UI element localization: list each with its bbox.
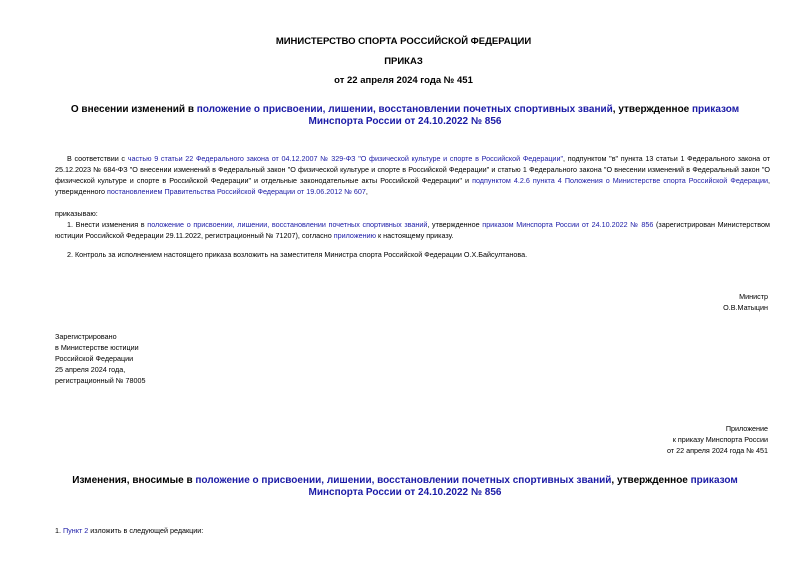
preamble-text-1: В соответствии с: [67, 154, 128, 163]
appendix-reference: [540, 423, 768, 456]
change-1-link-point-2[interactable]: Пункт 2: [63, 526, 89, 535]
preamble-text-4: , утвержденного: [55, 176, 770, 196]
appendix-title-prefix: Изменения, вносимые в: [72, 475, 196, 486]
item-1-text-1: 1. Внести изменения в: [67, 220, 148, 229]
change-1-text-2: изложить в следующей редакции:: [88, 526, 204, 535]
preamble-link-resolution-607[interactable]: постановлением Правительства Российской Федерации от 19.06.2012 № 607: [107, 187, 366, 196]
preamble-paragraph: [55, 153, 770, 197]
item-1-text-3: (зарегистрирован Министерством юстиции Российской Федерации 29.11.2022, регистрационный № 71207), согласно: [55, 220, 770, 240]
signature-position: Министр: [739, 292, 768, 301]
signature-name: О.В.Матыцин: [723, 303, 768, 312]
registration-line-2: в Министерстве юстиции: [55, 343, 139, 352]
appendix-title: [55, 475, 755, 499]
appendix-line-2: к приказу Минспорта России: [672, 435, 768, 444]
title-middle: , утвержденное: [612, 104, 693, 115]
document-title: [55, 104, 755, 128]
preamble-link-law-329[interactable]: частью 9 статьи 22 Федерального закона от 04.12.2007 № 329-ФЗ "О физической культуре и спорте в Российской Федерации": [127, 154, 564, 163]
appendix-line-3: от 22 апреля 2024 года № 451: [666, 446, 768, 455]
registration-line-4: 25 апреля 2024 года,: [55, 365, 126, 374]
orders-word: приказываю:: [55, 209, 98, 218]
item-1-paragraph: [55, 219, 770, 241]
preamble-text-3: и: [461, 176, 473, 185]
ministry-name: МИНИСТЕРСТВО СПОРТА РОССИЙСКОЙ ФЕДЕРАЦИИ: [275, 36, 532, 47]
appendix-title-link-regulation[interactable]: положение о присвоении, лишении, восстановлении почетных спортивных званий: [195, 475, 612, 486]
registration-line-1: Зарегистрировано: [55, 332, 117, 341]
preamble-link-ministry-regulation[interactable]: подпунктом 4.2.6 пункта 4 Положения о Министерстве спорта Российской Федерации: [472, 176, 768, 185]
appendix-title-middle: , утвержденное: [611, 475, 691, 486]
signature-block: [570, 291, 768, 313]
item-1-link-regulation[interactable]: положение о присвоении, лишении, восстановлении почетных спортивных званий: [147, 220, 428, 229]
change-1-paragraph: [55, 525, 203, 536]
change-1-text-1: 1.: [55, 526, 63, 535]
registration-block: [55, 331, 145, 386]
preamble-text-2: , подпунктом "в" пункта 13 статьи 1 Федерального закона от 25.12.2023 № 684-ФЗ "О внесении изменений в Федеральный закон "О физической культуре и спорте в Российской Федерации" и статью 1 Федерального закона "О внесении изменений в Федеральный закон "О физической культуре и спорте в Российской Федерации" и отдельные законодательные акты Российской Федерации": [55, 154, 771, 185]
item-2-paragraph: 2. Контроль за исполнением настоящего приказа возложить на заместителя Министра спорта Российской Федерации О.Х.Байсултанова.: [67, 250, 528, 259]
item-1-text-2: , утвержденное: [427, 220, 483, 229]
document-date-number: от 22 апреля 2024 года № 451: [334, 75, 473, 86]
item-1-text-4: к настоящему приказу.: [376, 231, 454, 240]
appendix-line-1: Приложение: [725, 424, 768, 433]
appendix-title-link-order[interactable]: приказом Минспорта России от 24.10.2022 № 856: [308, 475, 738, 498]
item-1-link-order[interactable]: приказом Минспорта России от 24.10.2022 № 856: [482, 220, 654, 229]
registration-line-3: Российской Федерации: [55, 354, 134, 363]
title-link-order[interactable]: приказом Минспорта России от 24.10.2022 № 856: [308, 104, 740, 127]
item-1-link-appendix[interactable]: приложению: [333, 231, 377, 240]
registration-line-5: регистрационный № 78005: [55, 376, 146, 385]
document-type: ПРИКАЗ: [384, 56, 423, 67]
title-link-regulation[interactable]: положение о присвоении, лишении, восстановлении почетных спортивных званий: [196, 104, 613, 115]
preamble-text-5: ,: [365, 187, 368, 196]
title-prefix: О внесении изменений в: [70, 104, 197, 115]
